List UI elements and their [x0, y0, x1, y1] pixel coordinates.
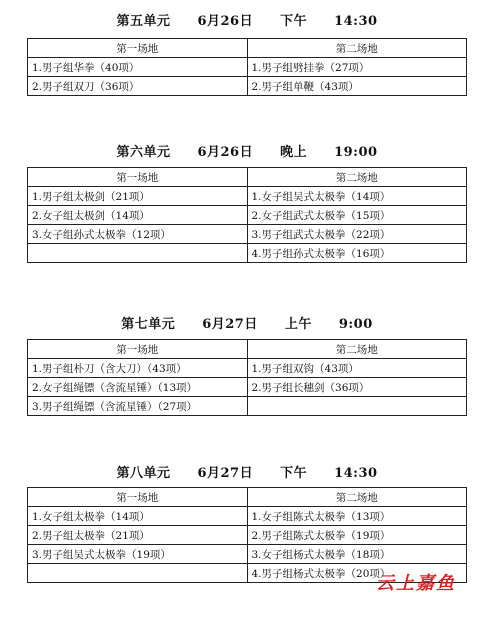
event-cell: 2.男子组单鞭（43项） [247, 77, 467, 96]
venue-2-header: 第二场地 [247, 488, 467, 507]
table-row [28, 244, 467, 263]
event-cell: 1.男子组劈挂拳（27项） [247, 58, 467, 77]
event-cell: 3.女子组杨式太极拳（18项） [247, 545, 467, 564]
event-cell: 1.男子组太极剑（21项） [28, 187, 248, 206]
event-cell [28, 564, 248, 583]
event-cell: 2.女子组武式太极拳（15项） [247, 206, 467, 225]
event-cell: 2.男子组双刀（36项） [28, 77, 248, 96]
venue-1-header: 第一场地 [28, 39, 248, 58]
venue-2-header: 第二场地 [247, 168, 467, 187]
event-cell [28, 244, 248, 263]
table-row [28, 187, 467, 206]
venue-1-header: 第一场地 [28, 488, 248, 507]
unit-6-title: 第六单元 6月26日 晚上 19:00 [116, 145, 378, 160]
table-row [28, 545, 467, 564]
event-cell: 3.女子组孙式太极拳（12项） [28, 225, 248, 244]
event-cell: 2.男子组太极拳（21项） [28, 526, 248, 545]
table-header-row [28, 39, 467, 58]
table-row [28, 359, 467, 378]
table-row [28, 378, 467, 397]
table-row [28, 77, 467, 96]
table-header-row [28, 168, 467, 187]
event-cell: 1.男子组华拳（40项） [28, 58, 248, 77]
event-cell: 2.男子组长穗剑（36项） [247, 378, 467, 397]
event-cell: 1.女子组太极拳（14项） [28, 507, 248, 526]
event-cell: 4.男子组杨式太极拳（20项） [247, 564, 467, 583]
table-row [28, 206, 467, 225]
watermark-logo: 云上嘉鱼 [376, 573, 456, 594]
table-header-row [28, 340, 467, 359]
venue-1-header: 第一场地 [28, 340, 248, 359]
unit-8-title: 第八单元 6月27日 下午 14:30 [116, 466, 378, 481]
event-cell: 3.男子组吴式太极拳（19项） [28, 545, 248, 564]
event-cell: 2.男子组陈式太极拳（19项） [247, 526, 467, 545]
venue-1-header: 第一场地 [28, 168, 248, 187]
event-cell [247, 397, 467, 416]
unit-7-table [27, 339, 467, 416]
table-row [28, 58, 467, 77]
event-cell: 1.女子组吴式太极拳（14项） [247, 187, 467, 206]
event-cell: 1.男子组双钩（43项） [247, 359, 467, 378]
table-row [28, 225, 467, 244]
event-cell: 2.女子组太极剑（14项） [28, 206, 248, 225]
event-cell: 4.男子组孙式太极拳（16项） [247, 244, 467, 263]
table-row [28, 507, 467, 526]
event-cell: 1.女子组陈式太极拳（13项） [247, 507, 467, 526]
event-cell: 3.男子组武式太极拳（22项） [247, 225, 467, 244]
table-row [28, 526, 467, 545]
unit-7-title: 第七单元 6月27日 上午 9:00 [121, 317, 373, 332]
unit-6-table [27, 167, 467, 263]
unit-5-table [27, 38, 467, 96]
table-row [28, 397, 467, 416]
venue-2-header: 第二场地 [247, 39, 467, 58]
table-header-row [28, 488, 467, 507]
event-cell: 1.男子组朴刀（含大刀）（43项） [28, 359, 248, 378]
event-cell: 3.男子组绳镖（含流星锤）（27项） [28, 397, 248, 416]
event-cell: 2.女子组绳镖（含流星锤）（13项） [28, 378, 248, 397]
unit-5-title: 第五单元 6月26日 下午 14:30 [116, 14, 378, 29]
venue-2-header: 第二场地 [247, 340, 467, 359]
